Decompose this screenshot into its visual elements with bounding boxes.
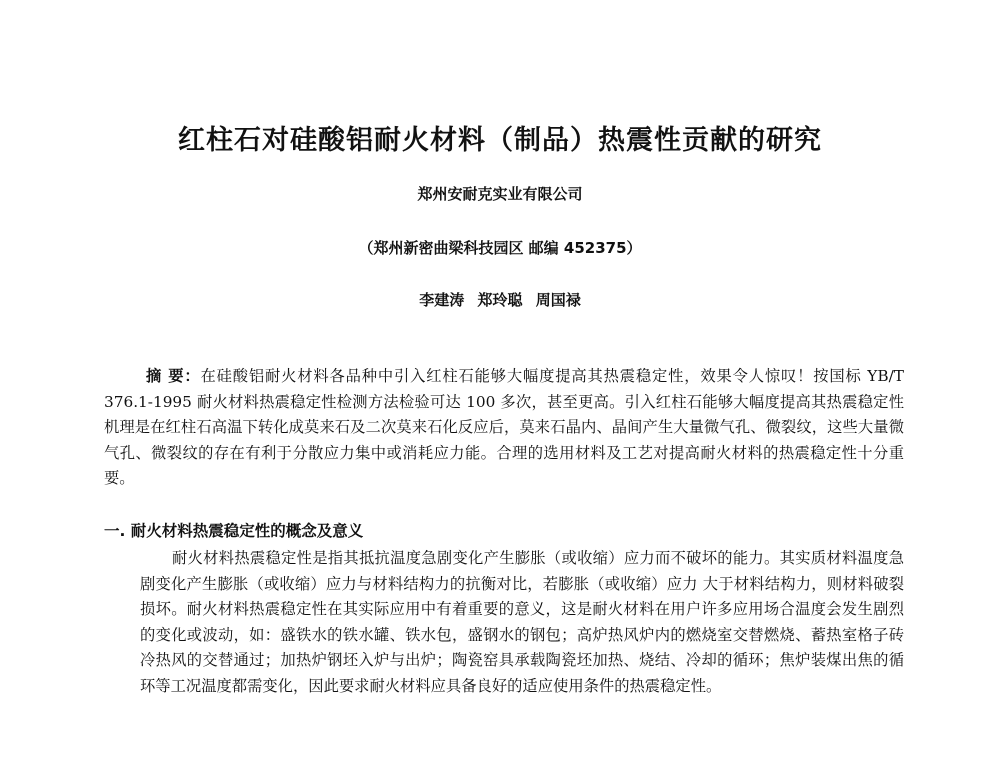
section-1-paragraph: 耐火材料热震稳定性是指其抵抗温度急剧变化产生膨胀（或收缩）应力而不破坏的能力。其实质材料温度急剧变化产生膨胀（或收缩）应力与材料结构力的抗衡对比，若膨胀（或收缩）应力 大于材料结构力，则材料破裂损坏。耐火材料热震稳定性在其实际应用中有着重要的意义，这是耐火材料在用户许多应用场合温度会发生剧烈的变化或波动，如：盛铁水的铁水罐、铁水包，盛钢水的钢包；高炉热风炉内的燃烧室交替燃烧、蓄热室格子砖冷热风的交替通过；加热炉钢坯入炉与出炉；陶瓷窑具承载陶瓷坯加热、烧结、冷却的循环；焦炉装煤出焦的循环等工况温度都需变化，因此要求耐火材料应具备良好的适应使用条件的热震稳定性。 [140,549,904,695]
paper-title: 红柱石对硅酸铝耐火材料（制品）热震性贡献的研究 [178,125,822,156]
abstract-label: 摘 要： [146,367,201,385]
address: （郑州新密曲梁科技园区 邮编 452375） [358,239,642,257]
section-heading-1: 一. 耐火材料热震稳定性的概念及意义 [104,522,364,540]
organization: 郑州安耐克实业有限公司 [417,185,583,203]
abstract-indent [104,367,146,385]
abstract-text: 在硅酸铝耐火材料各品种中引入红柱石能够大幅度提高其热震稳定性，效果令人惊叹！按国标 YB/T 376.1-1995 耐火材料热震稳定性检测方法检验可达 100 多次，甚至更高。引入红柱石能够大幅度提高其热震稳定性机理是在红柱石高温下转化成莫来石及二次莫来石化反应后，莫来石晶内、晶间产生大量微气孔、微裂纹，这些大量微气孔、微裂纹的存在有利于分散应力集中或消耗应力能。合理的选用材料及工艺对提高耐火材料的热震稳定性十分重要。 [104,367,905,488]
authors: 李建涛 郑玲聪 周国禄 [419,291,581,309]
abstract [104,364,904,492]
